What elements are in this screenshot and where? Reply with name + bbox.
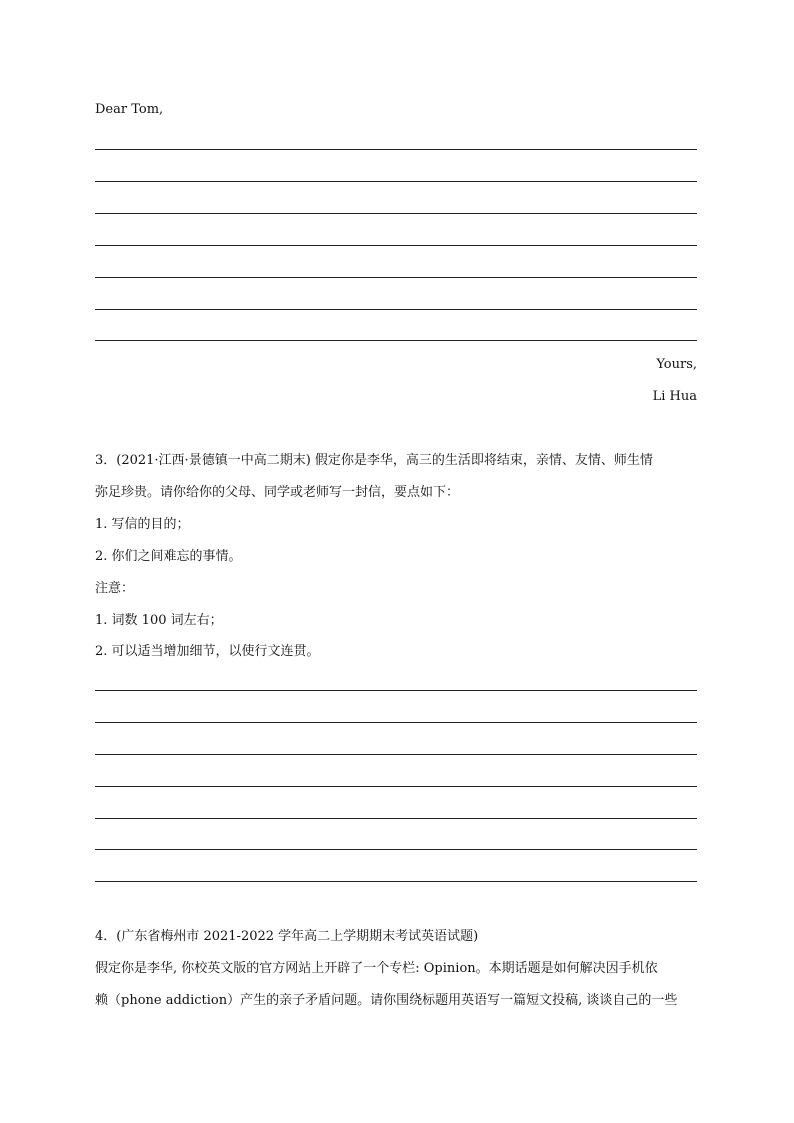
answer-line [95,181,697,182]
answer-line [95,690,697,691]
answer-line [95,277,697,278]
letter-salutation: Dear Tom, [95,102,164,117]
question-4-line-3: 赖（phone addiction）产生的亲子矛盾问题。请你围绕标题用英语写一篇短文投稿, 谈谈自己的一些 [95,993,678,1008]
answer-line [95,340,697,341]
question-3-note-1: 1. 词数 100 词左右； [95,613,223,628]
answer-line [95,149,697,150]
answer-line [95,849,697,850]
answer-line [95,213,697,214]
question-3-point-2: 2. 你们之间难忘的事情。 [95,549,242,564]
letter-closing: Yours, [656,357,697,372]
answer-line [95,245,697,246]
letter-signature: Li Hua [652,389,697,404]
question-3-line-1: 3．(2021·江西·景德镇一中高二期末) 假定你是李华，高三的生活即将结束，亲情、友情、师生情 [95,453,653,468]
answer-line [95,722,697,723]
question-3-note-2: 2. 可以适当增加细节，以使行文连贯。 [95,644,320,659]
answer-line [95,754,697,755]
question-3-note-label: 注意： [95,581,135,596]
answer-line [95,818,697,819]
answer-line [95,786,697,787]
answer-line [95,881,697,882]
question-4-line-1: 4．(广东省梅州市 2021-2022 学年高二上学期期末考试英语试题) [95,929,479,944]
answer-line [95,309,697,310]
question-3-line-2: 弥足珍贵。请你给你的父母、同学或老师写一封信，要点如下： [95,485,460,500]
question-3-point-1: 1. 写信的目的； [95,517,190,532]
question-4-line-2: 假定你是李华, 你校英文版的官方网站上开辟了一个专栏: Opinion。本期话题是如何解决因手机依 [95,961,658,976]
